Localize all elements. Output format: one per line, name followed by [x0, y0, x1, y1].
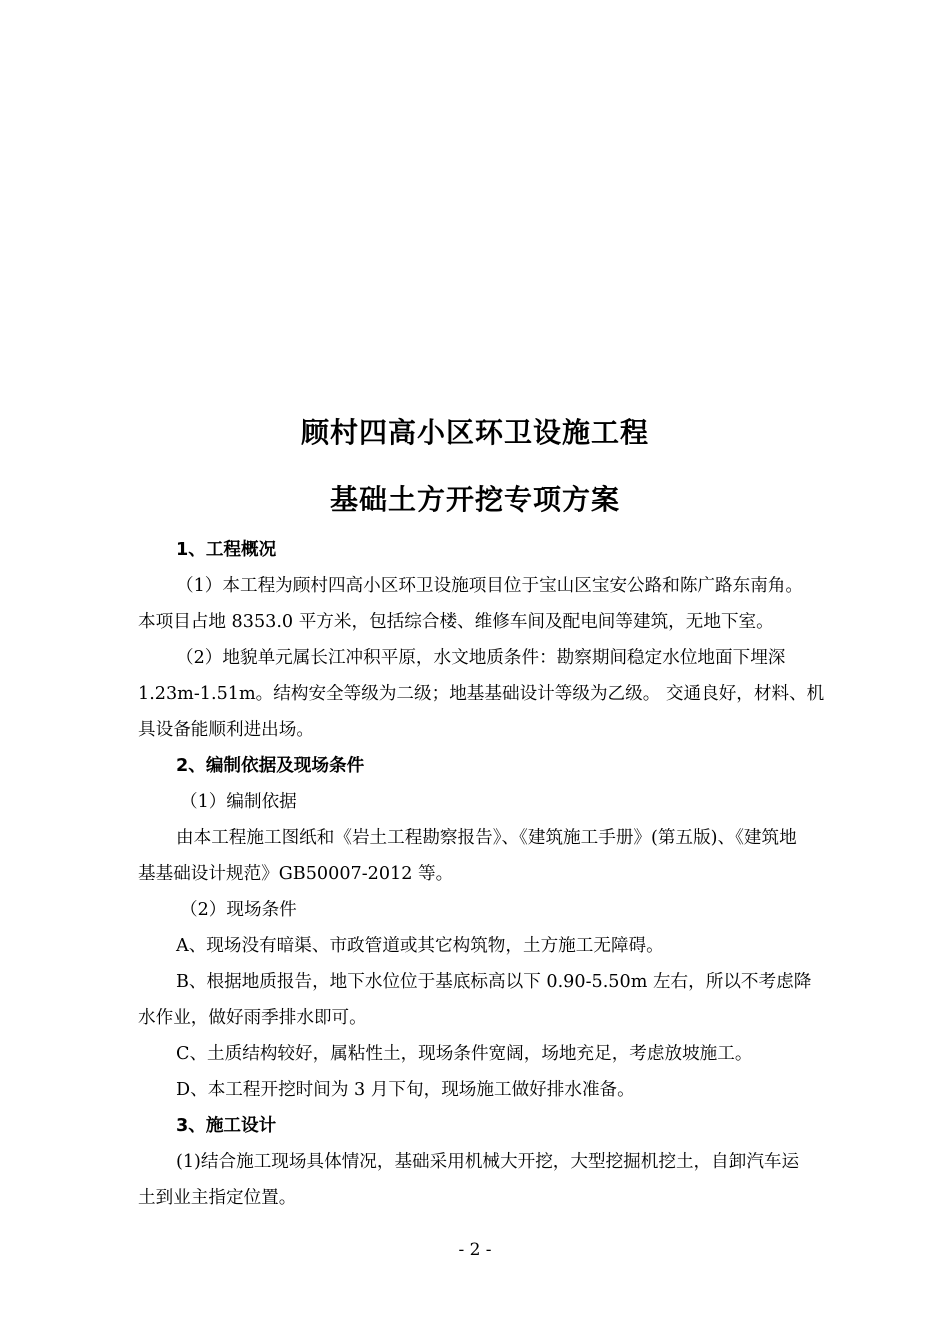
site-condition-b-line-2: 水作业，做好雨季排水即可。: [138, 1008, 367, 1028]
site-condition-b-line-1: B、根据地质报告，地下水位位于基底标高以下 0.90-5.50m 左右，所以不考虑降: [176, 972, 812, 992]
section-1-paragraph-2-line-1: （2）地貌单元属长江冲积平原，水文地质条件：勘察期间稳定水位地面下埋深: [176, 648, 786, 668]
section-1-paragraph-1-line-1: （1）本工程为顾村四高小区环卫设施项目位于宝山区宝安公路和陈广路东南角。: [176, 576, 803, 596]
site-condition-d: D、本工程开挖时间为 3 月下旬，现场施工做好排水准备。: [176, 1080, 635, 1100]
section-3-paragraph-1-line-2: 土到业主指定位置。: [138, 1188, 297, 1208]
section-2-subheading-basis: （1）编制依据: [180, 792, 297, 812]
document-title: 顾村四高小区环卫设施工程: [300, 416, 649, 449]
section-2-basis-line-1: 由本工程施工图纸和《岩土工程勘察报告》、《建筑施工手册》(第五版)、《建筑地: [176, 828, 797, 848]
document-body: [138, 532, 838, 1216]
section-1-heading: 1、工程概况: [176, 540, 277, 560]
section-2-subheading-site: （2）现场条件: [180, 900, 297, 920]
site-condition-c: C、土质结构较好，属粘性土，现场条件宽阔，场地充足，考虑放坡施工。: [176, 1044, 753, 1064]
section-1-paragraph-2-line-3: 具设备能顺利进出场。: [138, 720, 314, 740]
section-3-paragraph-1-line-1: (1)结合施工现场具体情况，基础采用机械大开挖，大型挖掘机挖土，自卸汽车运: [176, 1152, 800, 1172]
document-subtitle: 基础土方开挖专项方案: [329, 483, 620, 516]
site-condition-a: A、现场没有暗渠、市政管道或其它构筑物，土方施工无障碍。: [176, 936, 664, 956]
section-3-heading: 3、施工设计: [176, 1116, 277, 1136]
section-2-heading: 2、编制依据及现场条件: [176, 756, 365, 776]
section-1-paragraph-1-line-2: 本项目占地 8353.0 平方米，包括综合楼、维修车间及配电间等建筑，无地下室。: [138, 612, 774, 632]
page-number: - 2 -: [458, 1240, 492, 1260]
section-2-basis-line-2: 基基础设计规范》GB50007-2012 等。: [138, 864, 454, 884]
section-1-paragraph-2-line-2: 1.23m-1.51m。结构安全等级为二级；地基基础设计等级为乙级。 交通良好，材料、机: [138, 684, 825, 704]
